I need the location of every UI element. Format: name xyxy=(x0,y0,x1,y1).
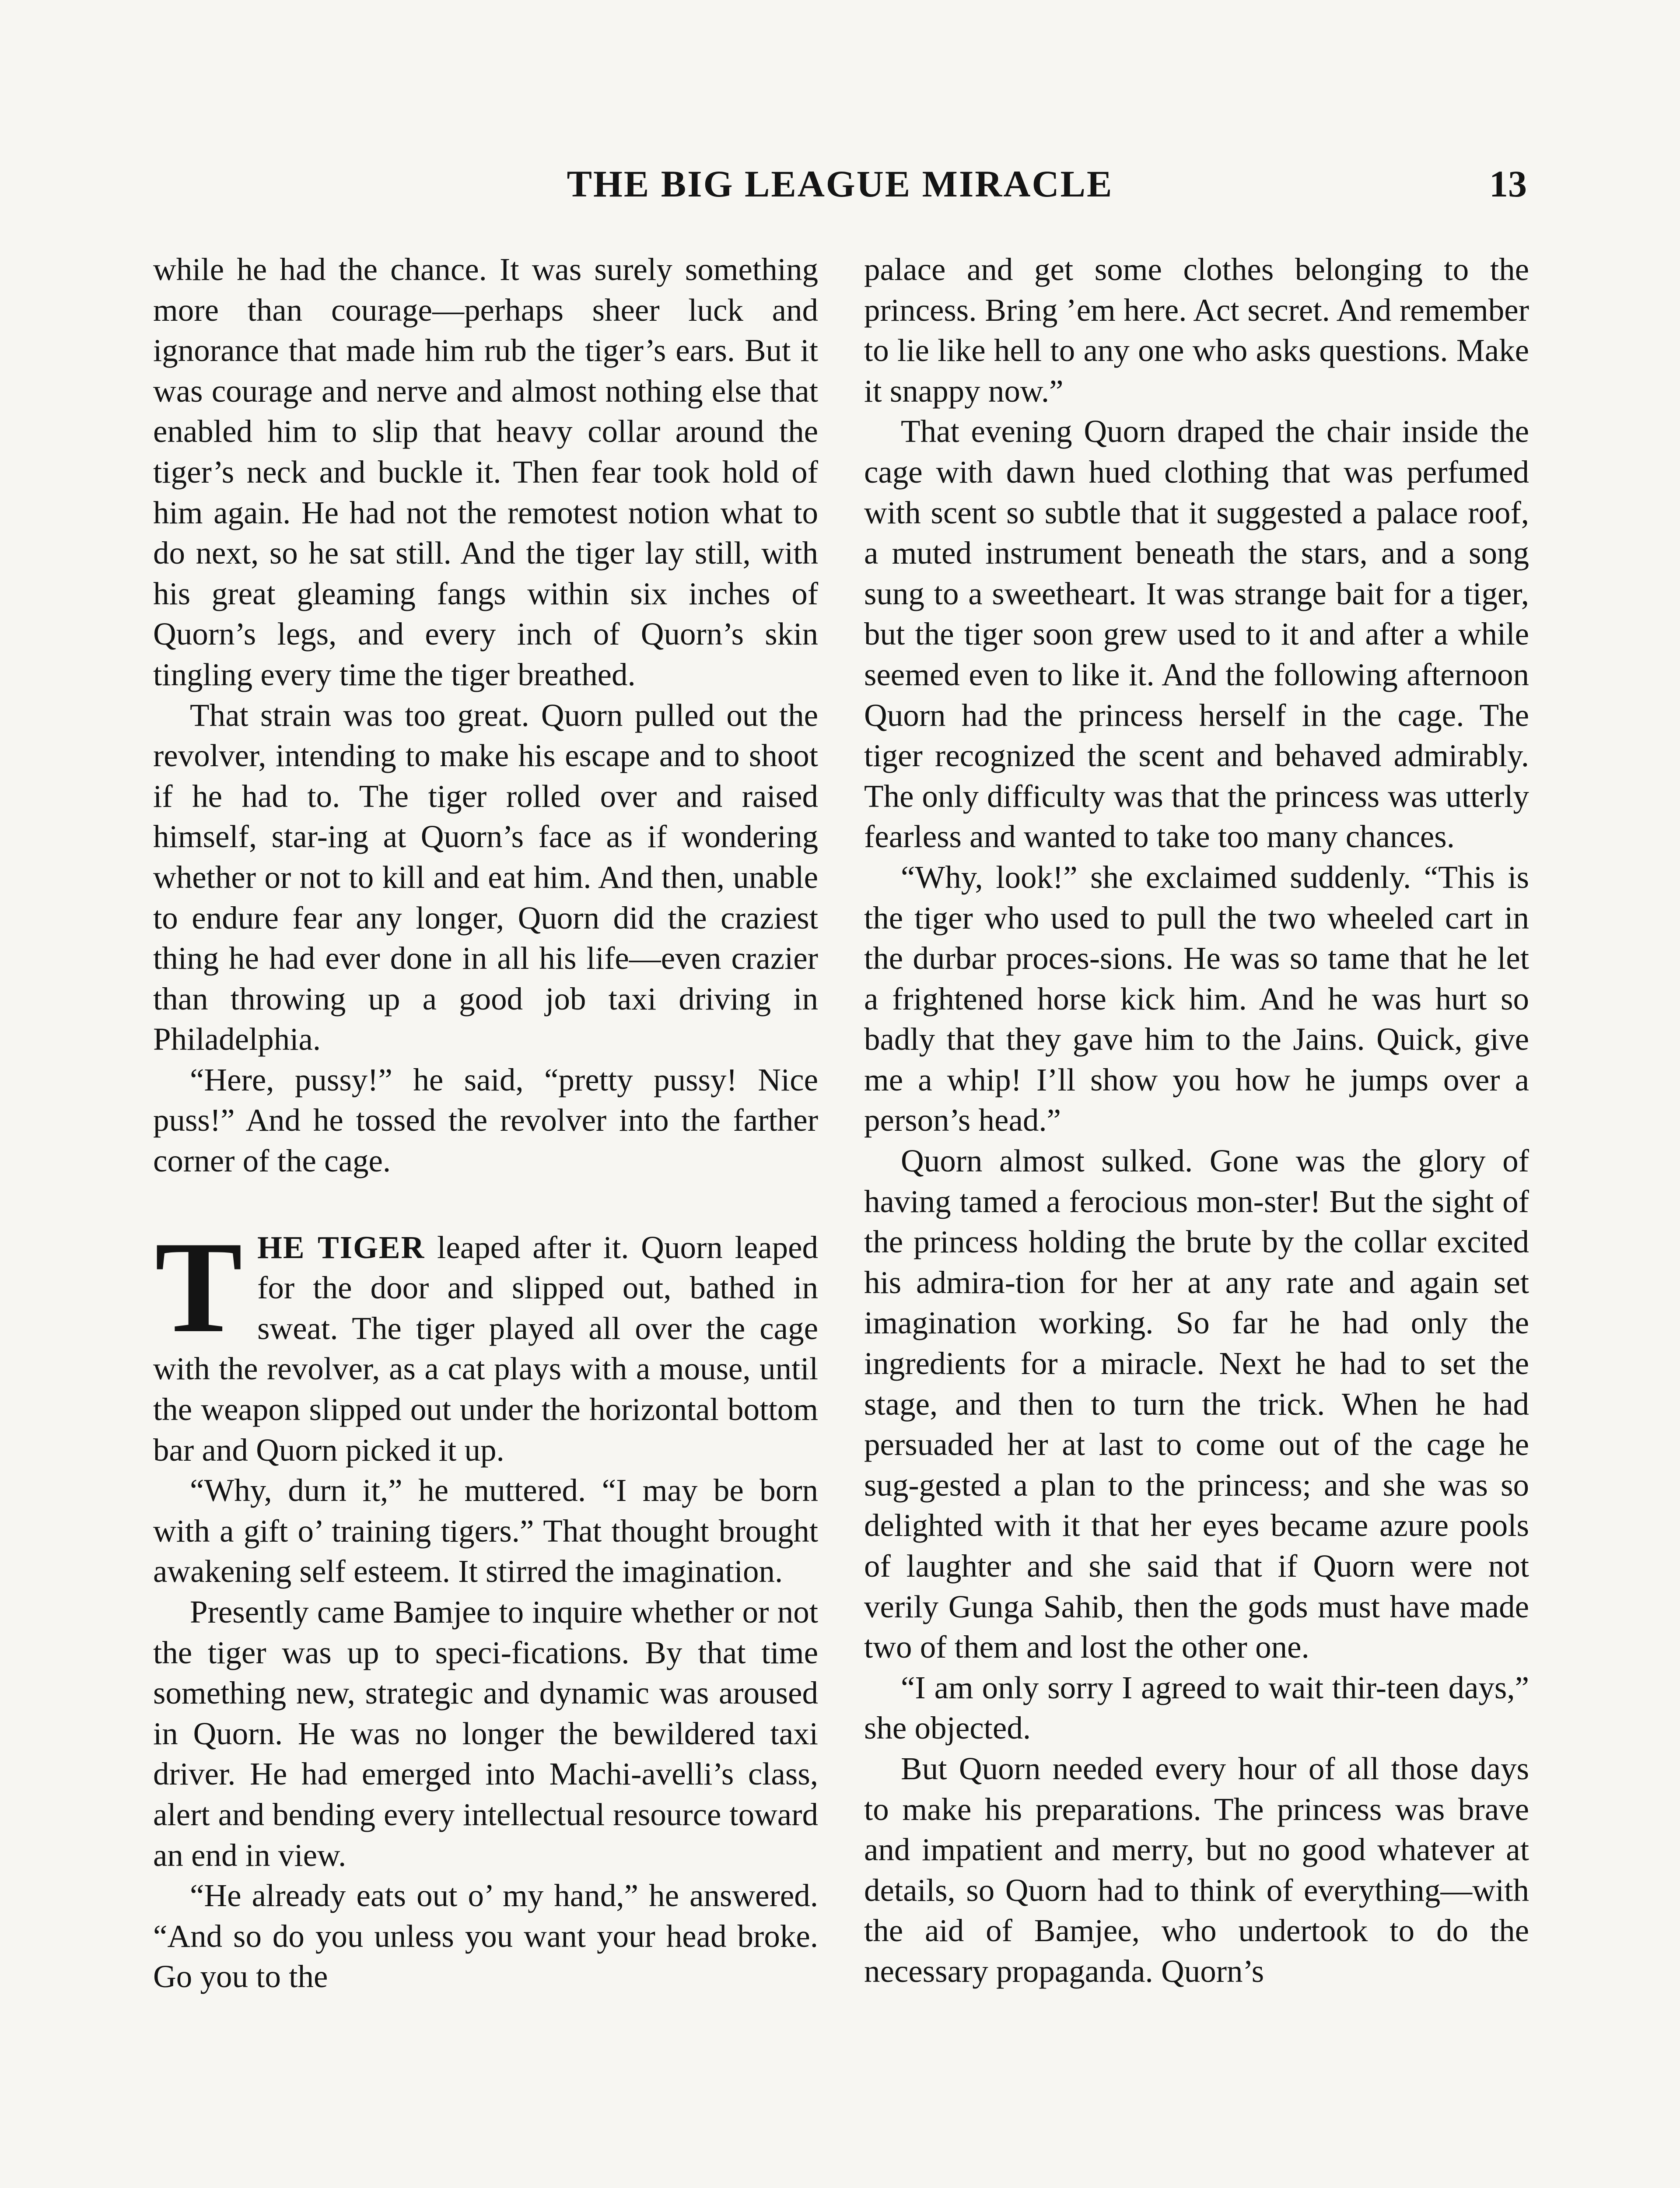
page-number: 13 xyxy=(1489,163,1527,205)
left-column xyxy=(153,249,818,1997)
paragraph: That strain was too great. Quorn pulled out the revolver, intending to make his escape and to shoot if he had to. The tiger rolled over and raised himself, star-ing at Quorn’s face as if wondering whether or not to kill and eat him. And then, unable to endure fear any longer, Quorn did the craziest thing he had ever done in all his life—even crazier than throwing up a good job taxi driving in Philadelphia. xyxy=(153,697,818,1057)
paragraph: That evening Quorn draped the chair inside the cage with dawn hued clothing that was perfumed with scent so subtle that it suggested a palace roof, a muted instrument beneath the stars, and a song sung to a sweetheart. It was strange bait for a tiger, but the tiger soon grew used to it and after a while seemed even to like it. And the following afternoon Quorn had the princess herself in the cage. The tiger recognized the scent and behaved admirably. The only difficulty was that the princess was utterly fearless and wanted to take too many chances. xyxy=(864,414,1529,855)
dropcap-paragraph xyxy=(153,1214,818,1471)
paragraph: But Quorn needed every hour of all those days to make his preparations. The princess was brave and impatient and merry, but no good whatever at details, so Quorn had to think of everything—with the aid of Bamjee, who undertook to do the necessary propaganda. Quorn’s xyxy=(864,1750,1529,1989)
paragraph: “I am only sorry I agreed to wait thir-teen days,” she objected. xyxy=(864,1669,1529,1746)
paragraph-text: leaped after it. Quorn leaped for the door and slipped out, bathed in sweat. The tiger played all over the cage with the revolver, as a cat plays with a mouse, until the weapon slipped out under the horizontal bottom bar and Quorn picked it up. xyxy=(153,1229,818,1468)
paragraph: “Why, durn it,” he muttered. “I may be born with a gift o’ training tigers.” That thought brought awakening self esteem. It stirred the imagination. xyxy=(153,1473,818,1589)
page-header xyxy=(153,162,1527,210)
drop-cap: T xyxy=(155,1214,243,1360)
paragraph: Quorn almost sulked. Gone was the glory of having tamed a ferocious mon-ster! But the sight of the princess holding the brute by the collar excited his admira-tion for her at any rate and again set imagination working. So far he had only the ingredients for a miracle. Next he had to set the stage, and then to turn the trick. When he had persuaded her at last to come out of the cage he sug-gested a plan to the princess; and she was so delighted with it that her eyes became azure pools of laughter and she said that if Quorn were not verily Gunga Sahib, then the gods must have made two of them and lost the other one. xyxy=(864,1143,1529,1665)
right-column xyxy=(864,249,1529,1992)
paragraph: “Why, look!” she exclaimed suddenly. “This is the tiger who used to pull the two wheeled cart in the durbar proces-sions. He was so tame that he let a frightened horse kick him. And he was hurt so badly that they gave him to the Jains. Quick, give me a whip! I’ll show you how he jumps over a person’s head.” xyxy=(864,859,1529,1138)
paragraph: palace and get some clothes belonging to the princess. Bring ’em here. Act secret. And remember to lie like hell to any one who asks questions. Make it snappy now.” xyxy=(864,252,1529,409)
paragraph: “He already eats out o’ my hand,” he answered. “And so do you unless you want your head broke. Go you to the xyxy=(153,1878,818,1995)
lead-in-words: HE TIGER xyxy=(257,1229,425,1265)
running-title: THE BIG LEAGUE MIRACLE xyxy=(567,163,1113,205)
paragraph: while he had the chance. It was surely something more than courage—perhaps sheer luck and ignorance that made him rub the tiger’s ears. But it was courage and nerve and almost nothing else that enabled him to slip that heavy collar around the tiger’s neck and buckle it. Then fear took hold of him again. He had not the remotest notion what to do next, so he sat still. And the tiger lay still, with his great gleaming fangs within six inches of Quorn’s legs, and every inch of Quorn’s skin tingling every time the tiger breathed. xyxy=(153,252,818,692)
section-break xyxy=(153,1182,818,1227)
paragraph: Presently came Bamjee to inquire whether or not the tiger was up to speci-fications. By that time something new, strategic and dynamic was aroused in Quorn. He was no longer the bewildered taxi driver. He had emerged into Machi-avelli’s class, alert and bending every intellectual resource toward an end in view. xyxy=(153,1594,818,1873)
paragraph: “Here, pussy!” he said, “pretty pussy! Nice puss!” And he tossed the revolver into the farther corner of the cage. xyxy=(153,1062,818,1179)
